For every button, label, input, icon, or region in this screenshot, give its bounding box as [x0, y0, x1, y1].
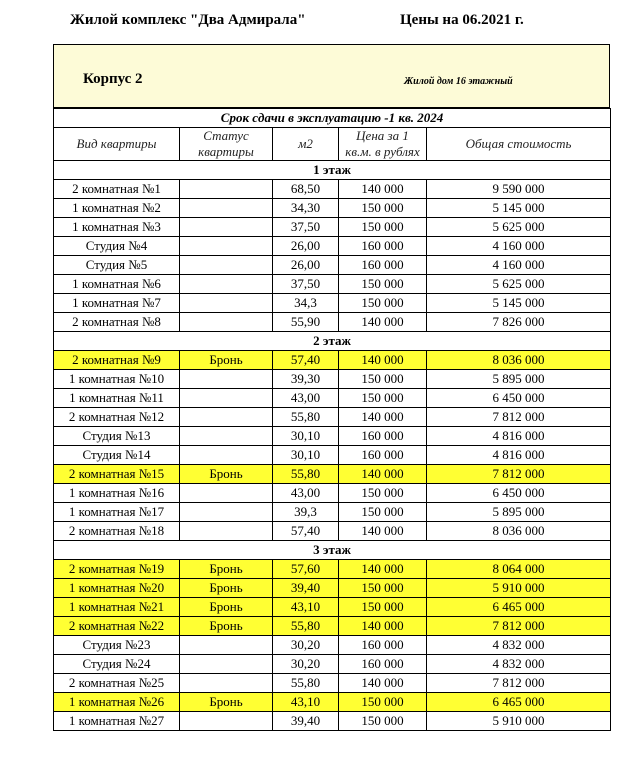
- price-per-m2-cell: 150 000: [339, 218, 427, 237]
- apartment-type-cell: 1 комнатная №10: [54, 370, 180, 389]
- apartment-type-cell: Студия №5: [54, 256, 180, 275]
- total-price-cell: 5 145 000: [427, 199, 611, 218]
- total-price-cell: 4 816 000: [427, 427, 611, 446]
- status-cell: [180, 199, 273, 218]
- price-per-m2-cell: 150 000: [339, 579, 427, 598]
- apartment-type-cell: 1 комнатная №21: [54, 598, 180, 617]
- price-per-m2-cell: 150 000: [339, 294, 427, 313]
- area-cell: 26,00: [273, 237, 339, 256]
- column-header-status: Статус квартиры: [180, 128, 273, 161]
- price-per-m2-cell: 150 000: [339, 712, 427, 731]
- total-price-cell: 5 895 000: [427, 370, 611, 389]
- apartment-row: [54, 370, 611, 389]
- apartment-row: [54, 636, 611, 655]
- status-cell: [180, 389, 273, 408]
- price-per-m2-cell: 150 000: [339, 484, 427, 503]
- price-per-m2-cell: 140 000: [339, 351, 427, 370]
- price-per-m2-cell: 150 000: [339, 275, 427, 294]
- total-price-cell: 6 450 000: [427, 484, 611, 503]
- price-per-m2-cell: 140 000: [339, 674, 427, 693]
- apartment-type-cell: 2 комнатная №19: [54, 560, 180, 579]
- total-price-cell: 5 895 000: [427, 503, 611, 522]
- area-cell: 37,50: [273, 218, 339, 237]
- floor-label: 1 этаж: [54, 161, 611, 180]
- price-sheet: [53, 44, 610, 731]
- apartment-row: [54, 503, 611, 522]
- area-cell: 57,40: [273, 522, 339, 541]
- apartment-type-cell: 1 комнатная №7: [54, 294, 180, 313]
- apartment-row: [54, 693, 611, 712]
- area-cell: 39,30: [273, 370, 339, 389]
- area-cell: 30,10: [273, 446, 339, 465]
- total-price-cell: 4 160 000: [427, 256, 611, 275]
- apartment-type-cell: 2 комнатная №9: [54, 351, 180, 370]
- total-price-cell: 8 036 000: [427, 351, 611, 370]
- price-per-m2-cell: 140 000: [339, 313, 427, 332]
- apartment-type-cell: 2 комнатная №18: [54, 522, 180, 541]
- area-cell: 55,80: [273, 674, 339, 693]
- total-price-cell: 5 910 000: [427, 712, 611, 731]
- price-per-m2-cell: 140 000: [339, 560, 427, 579]
- status-cell: Бронь: [180, 617, 273, 636]
- price-date: Цены на 06.2021 г.: [400, 12, 524, 28]
- apartment-row: [54, 180, 611, 199]
- price-per-m2-cell: 150 000: [339, 389, 427, 408]
- total-price-cell: 6 465 000: [427, 693, 611, 712]
- total-price-cell: 5 145 000: [427, 294, 611, 313]
- block-name: Корпус 2: [83, 71, 143, 87]
- floor-label: 2 этаж: [54, 332, 611, 351]
- deadline-row: [54, 109, 611, 128]
- apartment-row: [54, 389, 611, 408]
- status-cell: [180, 313, 273, 332]
- document-header: [0, 0, 623, 44]
- apartment-type-cell: 2 комнатная №25: [54, 674, 180, 693]
- status-cell: Бронь: [180, 693, 273, 712]
- status-cell: [180, 503, 273, 522]
- area-cell: 37,50: [273, 275, 339, 294]
- price-per-m2-cell: 150 000: [339, 693, 427, 712]
- status-cell: Бронь: [180, 579, 273, 598]
- column-header-area: м2: [273, 128, 339, 161]
- price-per-m2-cell: 140 000: [339, 408, 427, 427]
- total-price-cell: 5 625 000: [427, 275, 611, 294]
- apartment-type-cell: Студия №4: [54, 237, 180, 256]
- status-cell: [180, 294, 273, 313]
- total-price-cell: 6 465 000: [427, 598, 611, 617]
- status-cell: [180, 712, 273, 731]
- area-cell: 26,00: [273, 256, 339, 275]
- total-price-cell: 4 832 000: [427, 636, 611, 655]
- price-table-body: [54, 109, 611, 731]
- apartment-row: [54, 674, 611, 693]
- apartment-type-cell: 1 комнатная №3: [54, 218, 180, 237]
- price-per-m2-cell: 140 000: [339, 465, 427, 484]
- area-cell: 39,40: [273, 579, 339, 598]
- status-cell: [180, 256, 273, 275]
- apartment-type-cell: 1 комнатная №11: [54, 389, 180, 408]
- apartment-type-cell: 2 комнатная №8: [54, 313, 180, 332]
- column-header-type: Вид квартиры: [54, 128, 180, 161]
- area-cell: 43,00: [273, 389, 339, 408]
- total-price-cell: 9 590 000: [427, 180, 611, 199]
- apartment-type-cell: 2 комнатная №15: [54, 465, 180, 484]
- total-price-cell: 7 812 000: [427, 408, 611, 427]
- status-cell: [180, 180, 273, 199]
- total-price-cell: 7 812 000: [427, 617, 611, 636]
- apartment-type-cell: 1 комнатная №6: [54, 275, 180, 294]
- area-cell: 55,80: [273, 408, 339, 427]
- apartment-row: [54, 351, 611, 370]
- price-per-m2-cell: 140 000: [339, 522, 427, 541]
- price-per-m2-cell: 150 000: [339, 503, 427, 522]
- status-cell: [180, 370, 273, 389]
- area-cell: 39,40: [273, 712, 339, 731]
- area-cell: 55,80: [273, 617, 339, 636]
- floor-label: 3 этаж: [54, 541, 611, 560]
- total-price-cell: 7 826 000: [427, 313, 611, 332]
- status-cell: [180, 218, 273, 237]
- deadline-text: Срок сдачи в эксплуатацию -1 кв. 2024: [54, 109, 611, 128]
- price-per-m2-cell: 160 000: [339, 655, 427, 674]
- status-cell: [180, 636, 273, 655]
- total-price-cell: 7 812 000: [427, 674, 611, 693]
- area-cell: 30,20: [273, 636, 339, 655]
- price-per-m2-cell: 150 000: [339, 370, 427, 389]
- apartment-type-cell: 1 комнатная №17: [54, 503, 180, 522]
- apartment-type-cell: Студия №14: [54, 446, 180, 465]
- area-cell: 34,3: [273, 294, 339, 313]
- floor-row: [54, 541, 611, 560]
- status-cell: [180, 522, 273, 541]
- total-price-cell: 8 064 000: [427, 560, 611, 579]
- status-cell: Бронь: [180, 560, 273, 579]
- status-cell: Бронь: [180, 598, 273, 617]
- area-cell: 39,3: [273, 503, 339, 522]
- total-price-cell: 5 625 000: [427, 218, 611, 237]
- price-per-m2-cell: 150 000: [339, 598, 427, 617]
- apartment-row: [54, 294, 611, 313]
- apartment-row: [54, 484, 611, 503]
- price-per-m2-cell: 160 000: [339, 237, 427, 256]
- total-price-cell: 7 812 000: [427, 465, 611, 484]
- area-cell: 68,50: [273, 180, 339, 199]
- apartment-row: [54, 446, 611, 465]
- apartment-type-cell: 1 комнатная №20: [54, 579, 180, 598]
- block-header: [53, 44, 610, 108]
- total-price-cell: 8 036 000: [427, 522, 611, 541]
- apartment-row: [54, 256, 611, 275]
- apartment-row: [54, 712, 611, 731]
- status-cell: [180, 655, 273, 674]
- total-price-cell: 4 816 000: [427, 446, 611, 465]
- apartment-row: [54, 218, 611, 237]
- area-cell: 30,20: [273, 655, 339, 674]
- block-type: Жилой дом 16 этажный: [404, 76, 513, 87]
- status-cell: Бронь: [180, 351, 273, 370]
- apartment-row: [54, 579, 611, 598]
- apartment-type-cell: 1 комнатная №26: [54, 693, 180, 712]
- price-table: [53, 108, 611, 731]
- apartment-row: [54, 655, 611, 674]
- status-cell: Бронь: [180, 465, 273, 484]
- total-price-cell: 5 910 000: [427, 579, 611, 598]
- price-per-m2-cell: 160 000: [339, 256, 427, 275]
- apartment-type-cell: 1 комнатная №16: [54, 484, 180, 503]
- status-cell: [180, 446, 273, 465]
- apartment-row: [54, 522, 611, 541]
- price-per-m2-cell: 160 000: [339, 446, 427, 465]
- apartment-type-cell: 2 комнатная №12: [54, 408, 180, 427]
- apartment-type-cell: 1 комнатная №2: [54, 199, 180, 218]
- apartment-row: [54, 237, 611, 256]
- total-price-cell: 6 450 000: [427, 389, 611, 408]
- apartment-row: [54, 408, 611, 427]
- area-cell: 43,10: [273, 693, 339, 712]
- apartment-row: [54, 275, 611, 294]
- apartment-row: [54, 617, 611, 636]
- column-header-row: [54, 128, 611, 161]
- price-per-m2-cell: 140 000: [339, 180, 427, 199]
- area-cell: 30,10: [273, 427, 339, 446]
- column-header-total: Общая стоимость: [427, 128, 611, 161]
- area-cell: 57,40: [273, 351, 339, 370]
- area-cell: 55,80: [273, 465, 339, 484]
- status-cell: [180, 237, 273, 256]
- total-price-cell: 4 832 000: [427, 655, 611, 674]
- apartment-row: [54, 560, 611, 579]
- price-per-m2-cell: 160 000: [339, 636, 427, 655]
- apartment-row: [54, 427, 611, 446]
- apartment-type-cell: 2 комнатная №1: [54, 180, 180, 199]
- complex-title: Жилой комплекс "Два Адмирала": [70, 12, 306, 28]
- apartment-row: [54, 598, 611, 617]
- area-cell: 57,60: [273, 560, 339, 579]
- area-cell: 34,30: [273, 199, 339, 218]
- status-cell: [180, 408, 273, 427]
- area-cell: 43,00: [273, 484, 339, 503]
- floor-row: [54, 332, 611, 351]
- floor-row: [54, 161, 611, 180]
- apartment-type-cell: Студия №24: [54, 655, 180, 674]
- area-cell: 55,90: [273, 313, 339, 332]
- apartment-type-cell: 2 комнатная №22: [54, 617, 180, 636]
- apartment-row: [54, 199, 611, 218]
- price-per-m2-cell: 150 000: [339, 199, 427, 218]
- column-header-price: Цена за 1 кв.м. в рублях: [339, 128, 427, 161]
- apartment-type-cell: Студия №23: [54, 636, 180, 655]
- status-cell: [180, 674, 273, 693]
- apartment-type-cell: 1 комнатная №27: [54, 712, 180, 731]
- apartment-row: [54, 313, 611, 332]
- apartment-row: [54, 465, 611, 484]
- total-price-cell: 4 160 000: [427, 237, 611, 256]
- area-cell: 43,10: [273, 598, 339, 617]
- price-per-m2-cell: 160 000: [339, 427, 427, 446]
- price-per-m2-cell: 140 000: [339, 617, 427, 636]
- status-cell: [180, 427, 273, 446]
- status-cell: [180, 484, 273, 503]
- apartment-type-cell: Студия №13: [54, 427, 180, 446]
- status-cell: [180, 275, 273, 294]
